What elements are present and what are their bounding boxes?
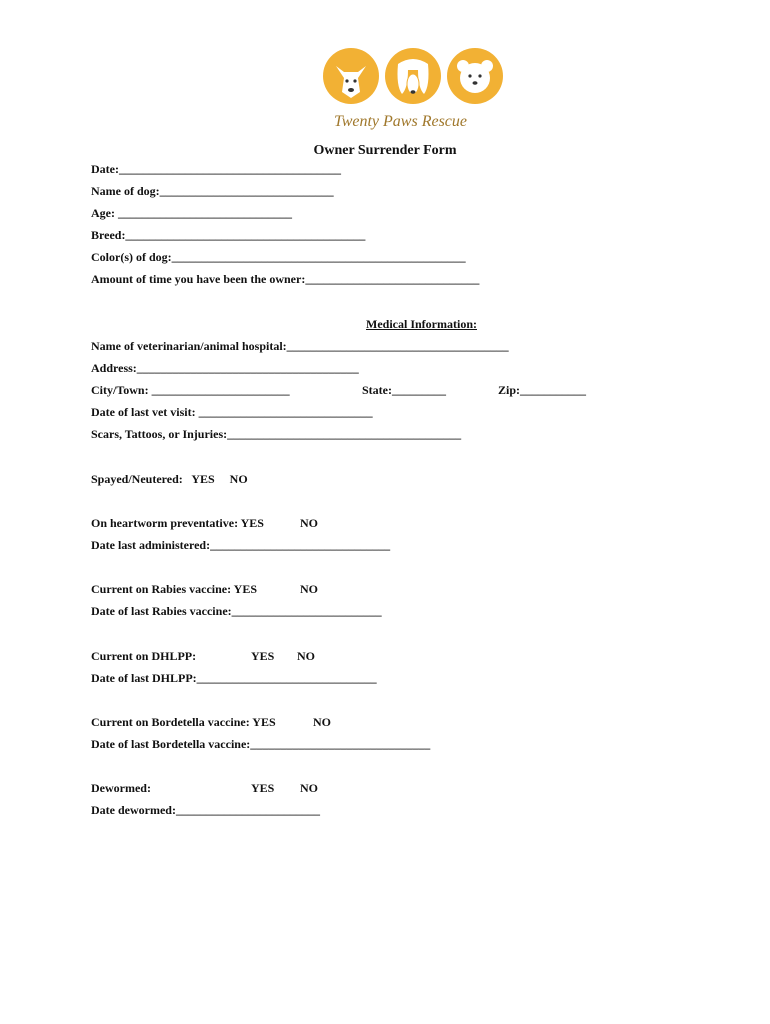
- bordetella-no-option[interactable]: NO: [313, 715, 331, 729]
- age-field[interactable]: Age: _____________________________: [91, 206, 292, 220]
- rabies-date-field[interactable]: Date of last Rabies vaccine:_________________________: [91, 604, 382, 618]
- dog-face-icon: [323, 48, 379, 104]
- date-field[interactable]: Date:_____________________________________: [91, 162, 341, 176]
- heartworm-no-option[interactable]: NO: [300, 516, 318, 530]
- city-field[interactable]: City/Town: _______________________: [91, 383, 290, 397]
- last-vet-visit-field[interactable]: Date of last vet visit: _____________________________: [91, 405, 373, 419]
- state-field[interactable]: State:_________: [362, 383, 446, 397]
- bordetella-date-field[interactable]: Date of last Bordetella vaccine:______________________________: [91, 737, 431, 751]
- rabies-no-option[interactable]: NO: [300, 582, 318, 596]
- zip-field[interactable]: Zip:___________: [498, 383, 587, 397]
- dog-face-icon: [385, 48, 441, 104]
- vet-name-field[interactable]: Name of veterinarian/animal hospital:_____________________________________: [91, 339, 509, 353]
- time-owned-field[interactable]: Amount of time you have been the owner:_____________________________: [91, 272, 480, 286]
- dhlpp-no-option[interactable]: NO: [297, 649, 315, 663]
- address-field[interactable]: Address:_____________________________________: [91, 361, 359, 375]
- dewormed-no-option[interactable]: NO: [300, 781, 318, 795]
- medical-information-heading: Medical Information:: [366, 317, 477, 331]
- spayed-neutered-field[interactable]: Spayed/Neutered: YES NO: [91, 472, 248, 486]
- dog-colors-field[interactable]: Color(s) of dog:_________________________________________________: [91, 250, 466, 264]
- dhlpp-date-field[interactable]: Date of last DHLPP:______________________________: [91, 671, 377, 685]
- dhlpp-field: Current on DHLPP:: [91, 649, 197, 663]
- heartworm-date-field[interactable]: Date last administered:______________________________: [91, 538, 391, 552]
- scars-field[interactable]: Scars, Tattoos, or Injuries:_______________________________________: [91, 427, 462, 441]
- dog-face-icon: [447, 48, 503, 104]
- dewormed-field: Dewormed:: [91, 781, 151, 795]
- twenty-paws-rescue-logo: [322, 48, 504, 134]
- dog-name-field[interactable]: Name of dog:_____________________________: [91, 184, 334, 198]
- dhlpp-yes-option[interactable]: YES: [251, 649, 275, 663]
- rabies-field[interactable]: Current on Rabies vaccine: YES: [91, 582, 257, 596]
- brand-name: Twenty Paws Rescue: [334, 113, 468, 130]
- dewormed-yes-option[interactable]: YES: [251, 781, 275, 795]
- heartworm-field[interactable]: On heartworm preventative: YES: [91, 516, 264, 530]
- dewormed-date-field[interactable]: Date dewormed:________________________: [91, 803, 320, 817]
- breed-field[interactable]: Breed:________________________________________: [91, 228, 366, 242]
- bordetella-field[interactable]: Current on Bordetella vaccine: YES: [91, 715, 276, 729]
- form-title: Owner Surrender Form: [313, 143, 457, 158]
